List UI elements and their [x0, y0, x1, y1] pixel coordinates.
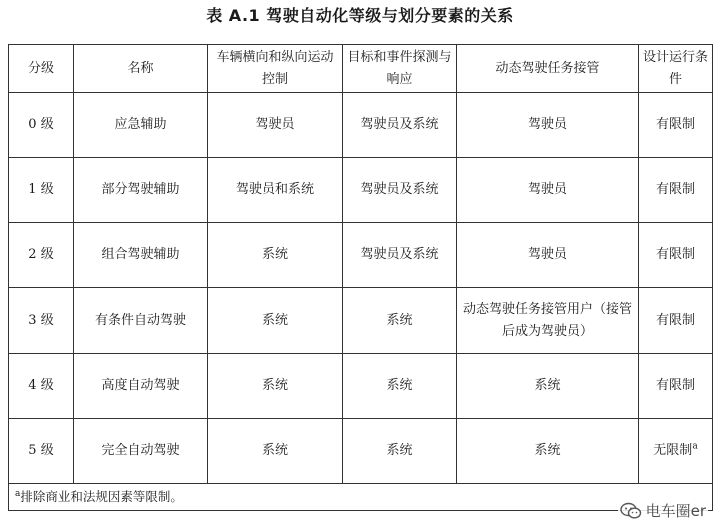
cell-motion-control: 驾驶员: [208, 93, 343, 158]
watermark: [618, 500, 708, 521]
watermark-text: 电车圈er: [645, 502, 706, 520]
cell-takeover: 动态驾驶任务接管用户（接管后成为驾驶员）: [457, 288, 639, 354]
footnote-text: 排除商业和法规因素等限制。: [20, 489, 183, 504]
cell-level: 2 级: [9, 223, 74, 288]
cell-detection-response: 系统: [343, 354, 457, 419]
cell-name: 有条件自动驾驶: [74, 288, 208, 354]
header-motion-control: 车辆横向和纵向运动控制: [208, 45, 343, 93]
footnote-marker: a: [692, 441, 698, 452]
header-takeover: 动态驾驶任务接管: [457, 45, 639, 93]
cell-name: 应急辅助: [74, 93, 208, 158]
cell-motion-control: 系统: [208, 419, 343, 484]
table-header-row: [9, 45, 713, 93]
cell-level: 5 级: [9, 419, 74, 484]
table-row: [9, 93, 713, 158]
cell-odd: 有限制: [639, 223, 713, 288]
footnote-row: [9, 484, 713, 511]
header-odd: 设计运行条件: [639, 45, 713, 93]
cell-motion-control: 系统: [208, 223, 343, 288]
cell-level: 1 级: [9, 158, 74, 223]
cell-takeover: 驾驶员: [457, 223, 639, 288]
cell-motion-control: 驾驶员和系统: [208, 158, 343, 223]
table-title: 表 A.1 驾驶自动化等级与划分要素的关系: [206, 6, 514, 25]
cell-motion-control: 系统: [208, 288, 343, 354]
table-row: [9, 354, 713, 419]
cell-name: 高度自动驾驶: [74, 354, 208, 419]
cell-name: 组合驾驶辅助: [74, 223, 208, 288]
odd-value: 无限制: [653, 443, 693, 458]
table-row: [9, 158, 713, 223]
cell-odd: 有限制: [639, 93, 713, 158]
cell-level: 0 级: [9, 93, 74, 158]
footnote: [9, 484, 713, 511]
header-detection-response: 目标和事件探测与响应: [343, 45, 457, 93]
cell-detection-response: 驾驶员及系统: [343, 223, 457, 288]
cell-takeover: 系统: [457, 354, 639, 419]
cell-level: 3 级: [9, 288, 74, 354]
cell-motion-control: 系统: [208, 354, 343, 419]
cell-odd: 有限制: [639, 288, 713, 354]
automation-levels-table: [8, 44, 713, 511]
cell-detection-response: 系统: [343, 288, 457, 354]
header-name: 名称: [74, 45, 208, 93]
cell-name: 完全自动驾驶: [74, 419, 208, 484]
cell-detection-response: 驾驶员及系统: [343, 93, 457, 158]
table-row: [9, 288, 713, 354]
footnote-marker: a: [15, 488, 21, 499]
cell-detection-response: 驾驶员及系统: [343, 158, 457, 223]
cell-takeover: 驾驶员: [457, 93, 639, 158]
cell-name: 部分驾驶辅助: [74, 158, 208, 223]
cell-takeover: 驾驶员: [457, 158, 639, 223]
cell-takeover: 系统: [457, 419, 639, 484]
wechat-icon: [620, 502, 642, 520]
cell-odd: [639, 419, 713, 484]
cell-odd: 有限制: [639, 354, 713, 419]
cell-odd: 有限制: [639, 158, 713, 223]
header-level: 分级: [9, 45, 74, 93]
cell-detection-response: 系统: [343, 419, 457, 484]
cell-level: 4 级: [9, 354, 74, 419]
table-row: [9, 223, 713, 288]
table-row: [9, 419, 713, 484]
